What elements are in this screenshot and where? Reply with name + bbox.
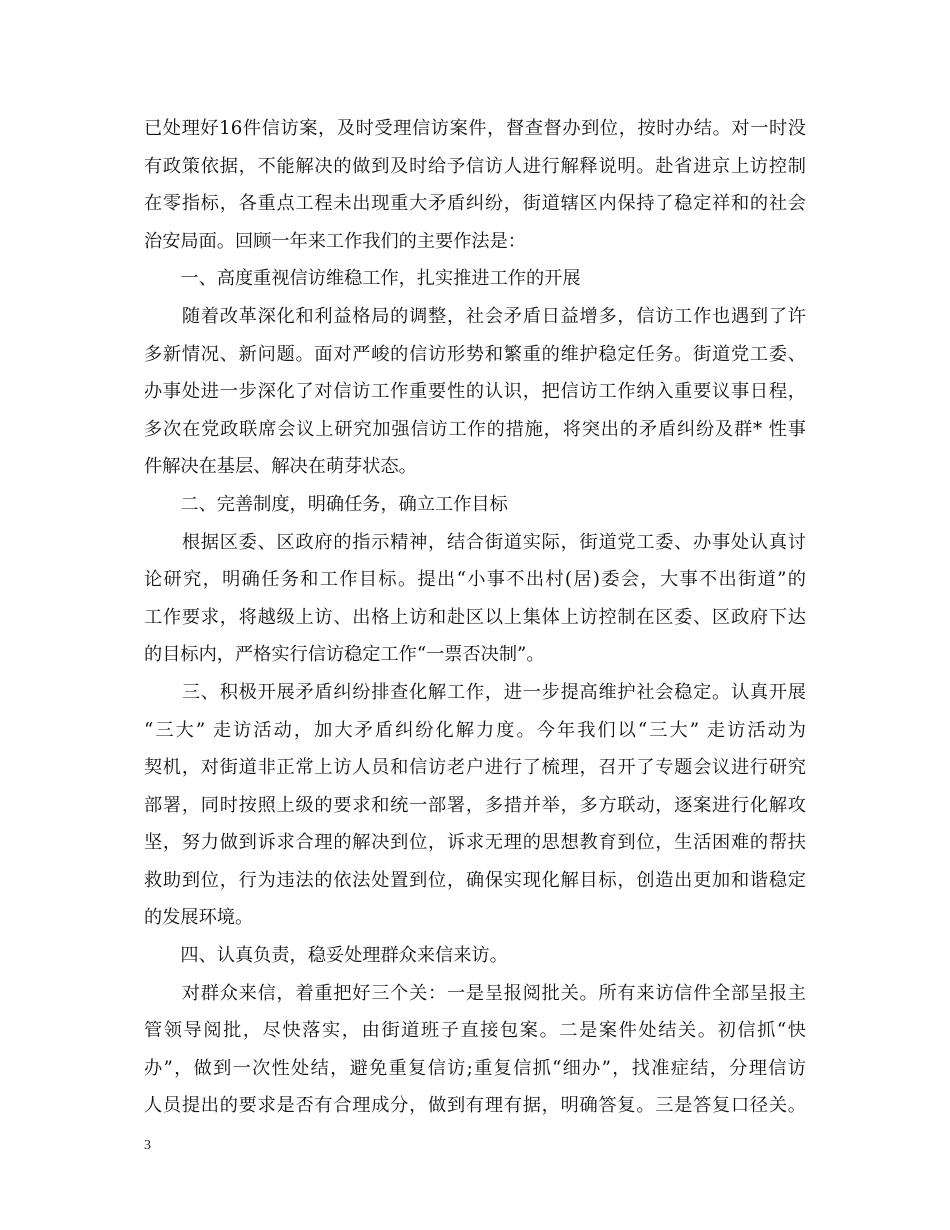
section-heading: 二、完善制度，明确任务，确立工作目标	[144, 493, 508, 515]
text-line: 有政策依据，不能解决的做到及时给予信访人进行解释说明。赴省进京上访控制	[144, 155, 806, 177]
text-line: 已处理好16件信访案，及时受理信访案件，督查督办到位，按时办结。对一时没	[144, 118, 806, 139]
text-line: 治安局面。回顾一年来工作我们的主要作法是：	[144, 230, 526, 252]
text-line: 办”，做到一次性处结，避免重复信访;重复信抓“细办”，找准症结，分理信访	[144, 1057, 806, 1079]
text-line: 工作要求，将越级上访、出格上访和赴区以上集体上访控制在区委、区政府下达	[144, 606, 806, 628]
text-line: 多次在党政联席会议上研究加强信访工作的措施，将突出的矛盾纠纷及群* 性事	[144, 418, 806, 440]
text-line: 多新情况、新问题。面对严峻的信访形势和繁重的维护稳定任务。街道党工委、	[144, 343, 806, 365]
text-line: 根据区委、区政府的指示精神，结合街道实际，街道党工委、办事处认真讨	[144, 531, 806, 553]
text-line: 人员提出的要求是否有合理成分，做到有理有据，明确答复。三是答复口径关。	[144, 1095, 806, 1117]
text-line: 的目标内，严格实行信访稳定工作“一票否决制”。	[144, 644, 545, 666]
text-line: 坚，努力做到诉求合理的解决到位，诉求无理的思想教育到位，生活困难的帮扶	[144, 832, 806, 854]
text-line: 部署，同时按照上级的要求和统一部署，多措并举，多方联动，逐案进行化解攻	[144, 794, 806, 816]
document-body	[144, 110, 806, 1125]
text-line: 契机，对街道非正常上访人员和信访老户进行了梳理，召开了专题会议进行研究	[144, 757, 806, 779]
text-line: 论研究，明确任务和工作目标。提出“小事不出村(居)委会，大事不出街道”的	[144, 569, 806, 591]
text-line: 救助到位，行为违法的依法处置到位，确保实现化解目标，创造出更加和谐稳定	[144, 869, 806, 891]
text-line: “三大” 走访活动，加大矛盾纠纷化解力度。今年我们以“三大” 走访活动为	[144, 719, 806, 741]
text-line: 管领导阅批，尽快落实，由街道班子直接包案。二是案件处结关。初信抓“快	[144, 1020, 806, 1042]
text-line: 办事处进一步深化了对信访工作重要性的认识，把信访工作纳入重要议事日程，	[144, 381, 806, 403]
page-number: 3	[144, 1138, 151, 1153]
text-line: 对群众来信，着重把好三个关：一是呈报阅批关。所有来访信件全部呈报主	[144, 982, 806, 1004]
section-heading: 四、认真负责，稳妥处理群众来信来访。	[144, 945, 508, 967]
section-heading: 一、高度重视信访维稳工作，扎实推进工作的开展	[144, 268, 581, 290]
text-line: 三、积极开展矛盾纠纷排查化解工作，进一步提高维护社会稳定。认真开展	[144, 681, 806, 703]
text-line: 在零指标，各重点工程未出现重大矛盾纠纷，街道辖区内保持了稳定祥和的社会	[144, 193, 806, 215]
text-line: 随着改革深化和利益格局的调整，社会矛盾日益增多，信访工作也遇到了许	[144, 305, 806, 327]
text-line: 件解决在基层、解决在萌芽状态。	[144, 456, 417, 478]
text-line: 的发展环境。	[144, 907, 254, 929]
